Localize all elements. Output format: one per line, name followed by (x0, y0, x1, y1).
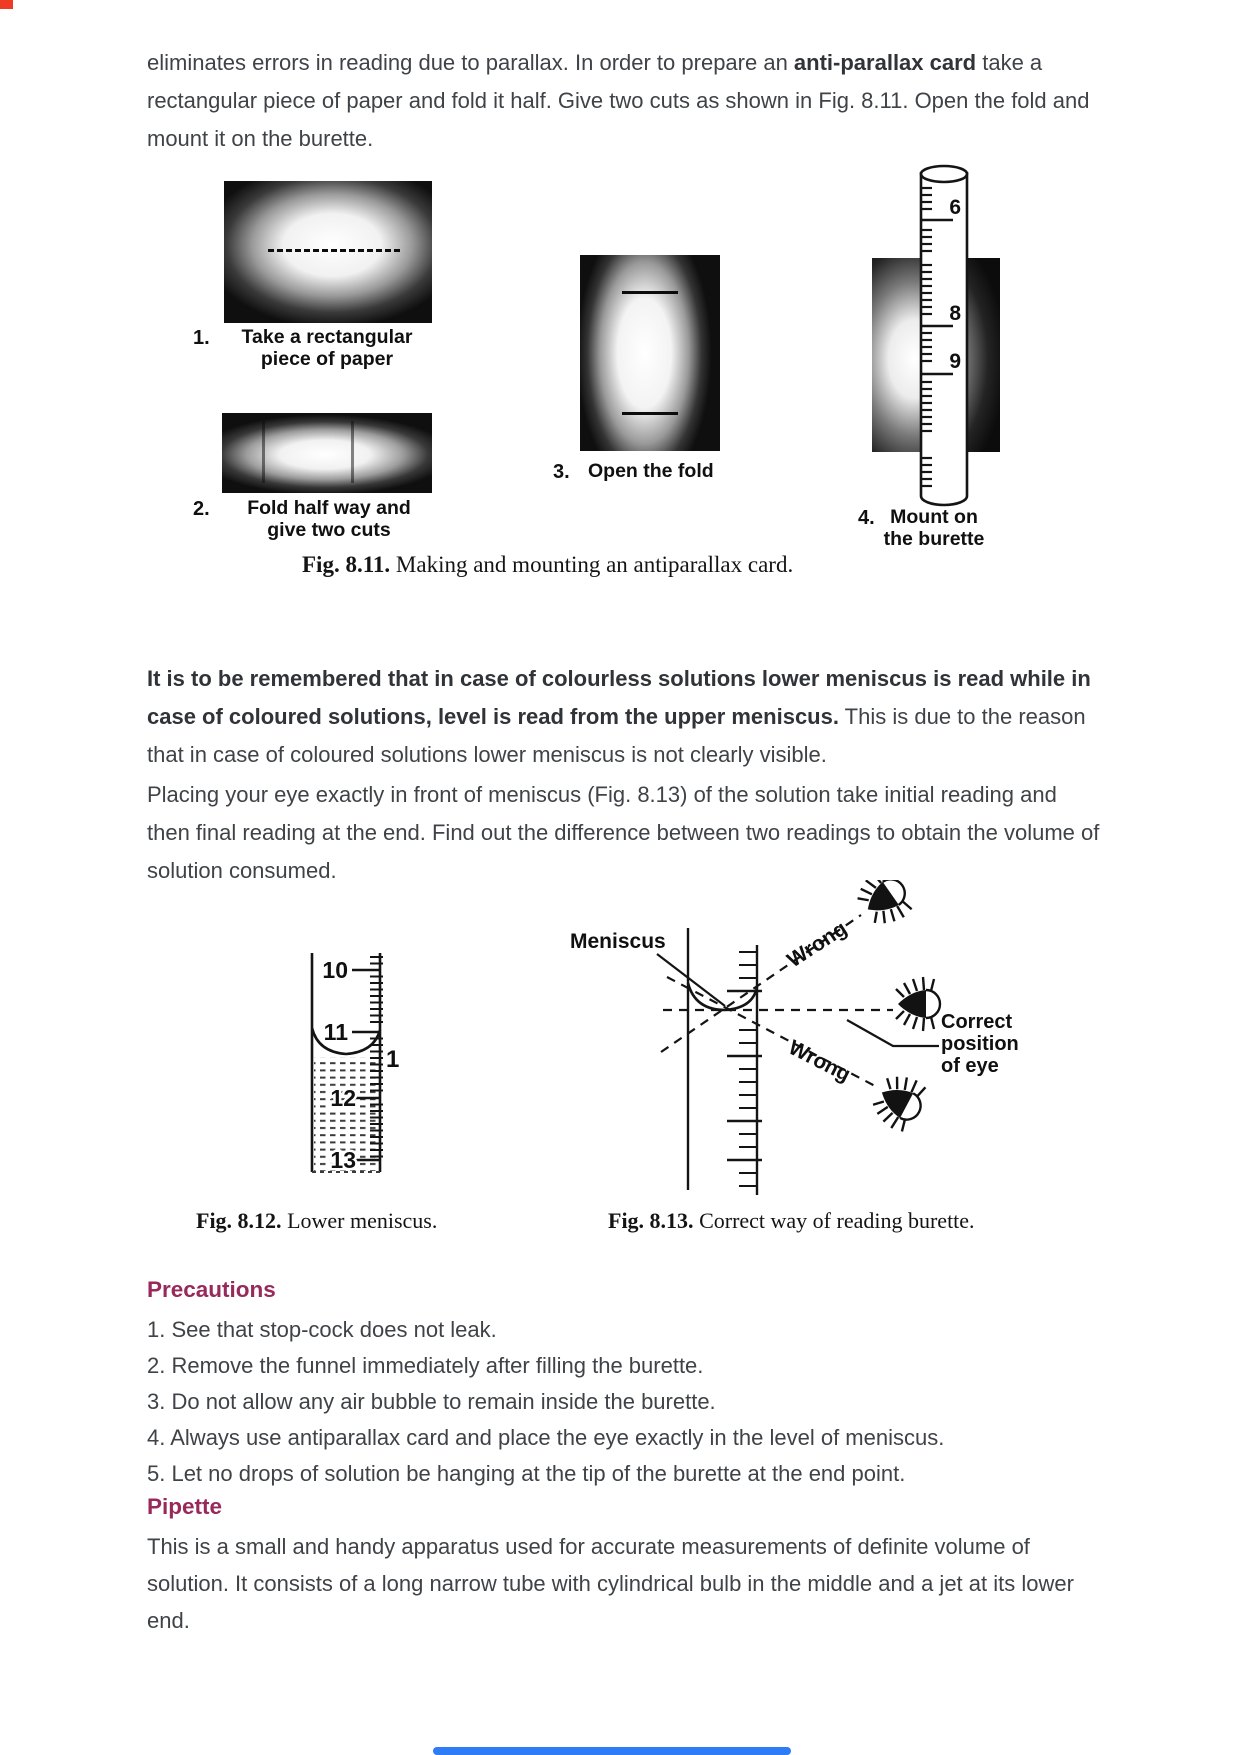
step2-caption-line1: Fold half way and (247, 497, 411, 519)
burette-card-figure (855, 158, 1015, 518)
step4-number: 4. (858, 507, 875, 529)
reading-burette-figure (555, 880, 1035, 1215)
precaution-item-1: 1. See that stop-cock does not leak. (147, 1317, 497, 1342)
meniscus-paragraph (147, 660, 1105, 774)
placing-paragraph: Placing your eye exactly in front of meniscus (Fig. 8.13) of the solution take initial reading and then final reading at the end. Find out the difference between two readings to obtain the volume of solution consumed. (147, 782, 1100, 883)
precaution-item-5: 5. Let no drops of solution be hanging at the tip of the burette at the end point. (147, 1461, 906, 1486)
lower-meniscus-figure (290, 945, 425, 1180)
wrong-label-lower: Wrong (784, 1035, 855, 1087)
step1-caption (237, 327, 417, 370)
sight-lines (661, 915, 893, 1087)
precaution-item-2: 2. Remove the funnel immediately after filling the burette. (147, 1353, 704, 1378)
step4-caption (878, 507, 990, 550)
step4-caption-line1: Mount on (890, 506, 978, 528)
step1-caption-line1: Take a rectangular (241, 326, 413, 348)
open-fold-photo (580, 255, 720, 451)
intro-text-bold: anti-parallax card (793, 50, 977, 75)
intro-paragraph (147, 44, 1105, 158)
cut-line-top (622, 291, 678, 294)
step2-caption (245, 498, 413, 541)
meniscus-bold-text: It is to be remembered that in case of colourless solutions lower meniscus is read while in case of coloured solutions, level is read from the upper meniscus. (147, 666, 1091, 729)
cut-slit-right (351, 421, 354, 483)
correct-label-line2: position (941, 1033, 1019, 1055)
step3-caption: Open the fold (588, 460, 714, 482)
one-ml-annotation: 1 (386, 1046, 400, 1073)
burette-number-9: 9 (949, 350, 961, 373)
paper-photo (224, 181, 432, 323)
step2-number: 2. (193, 498, 210, 520)
eye-icon-correct (896, 977, 940, 1031)
cut-slit-left (262, 421, 265, 483)
fig811-caption (302, 552, 793, 578)
tube-top-rim (921, 166, 967, 182)
fig811-caption-text: Making and mounting an antiparallax card. (390, 552, 794, 577)
step2-caption-line2: give two cuts (267, 518, 391, 541)
tube-bottom-rim (921, 496, 967, 505)
burette-number-8: 8 (949, 302, 961, 325)
corner-marker (0, 0, 13, 9)
step1-number: 1. (193, 327, 210, 349)
folded-paper-photo (222, 413, 432, 493)
precaution-item-4: 4. Always use antiparallax card and place the eye exactly in the level of meniscus. (147, 1425, 945, 1450)
fig812-caption (196, 1208, 437, 1234)
pipette-paragraph: This is a small and handy apparatus used for accurate measurements of definite volume of solution. It consists of a long narrow tube with cylindrical bulb in the middle and a jet at its lower end. (147, 1534, 1074, 1633)
fig813-caption-label: Fig. 8.13. (608, 1208, 694, 1233)
intro-text-post: take a rectangular piece of paper and fold it half. Give two cuts as shown in Fig. 8.11. Open the fold and mount it on the burette. (147, 50, 1090, 151)
step3-number: 3. (553, 461, 570, 483)
correct-label-line3: of eye (941, 1055, 999, 1077)
meniscus-rest-text: This is due to the reason that in case of coloured solutions lower meniscus is not clearly visible. (147, 704, 1086, 767)
cut-line-bottom (622, 412, 678, 415)
eye-icon-lower (867, 1068, 931, 1136)
burette-number-6: 6 (949, 196, 961, 219)
scale-number-12: 12 (330, 1085, 356, 1111)
wrong-label-upper: Wrong (783, 916, 852, 973)
scale-number-13: 13 (330, 1147, 356, 1173)
precaution-item-3: 3. Do not allow any air bubble to remain inside the burette. (147, 1389, 716, 1414)
scale-number-10: 10 (322, 957, 348, 983)
correct-label-line1: Correct (941, 1011, 1013, 1033)
meniscus-label: Meniscus (570, 930, 666, 953)
scan-photo-step2 (222, 413, 432, 493)
scale-number-11: 11 (323, 1019, 348, 1045)
eye-icon-upper (851, 880, 918, 933)
correct-pointer-line (847, 1020, 939, 1046)
precautions-heading: Precautions (147, 1277, 276, 1302)
fig813-caption (608, 1208, 975, 1234)
meniscus-curve (688, 983, 757, 1010)
fig813-caption-text: Correct way of reading burette. (693, 1208, 975, 1233)
intro-text-pre: eliminates errors in reading due to parallax. In order to prepare an (147, 50, 794, 75)
pipette-heading: Pipette (147, 1494, 223, 1519)
scan-photo-step1 (224, 181, 432, 323)
scan-photo-step3 (580, 255, 720, 451)
bottom-progress-bar (433, 1747, 791, 1755)
meniscus-pointer-line (657, 954, 725, 1006)
fold-dashed-line (268, 249, 400, 252)
fig812-caption-text: Lower meniscus. (281, 1208, 438, 1233)
fig812-caption-label: Fig. 8.12. (196, 1208, 282, 1233)
step4-caption-line2: the burette (883, 527, 985, 550)
precautions-list (147, 1312, 1127, 1492)
fig811-caption-label: Fig. 8.11. (302, 552, 391, 577)
step1-caption-line2: piece of paper (260, 347, 394, 370)
